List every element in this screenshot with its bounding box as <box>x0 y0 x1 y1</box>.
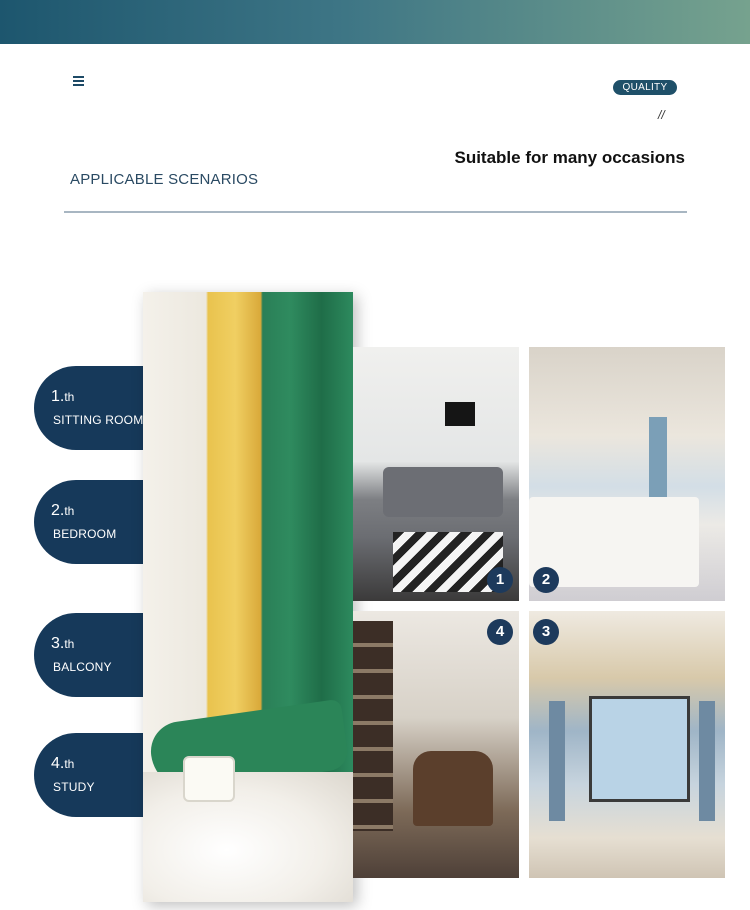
scenario-label: SITTING ROOM <box>53 413 144 427</box>
floor-lamp-shade <box>445 402 475 426</box>
window <box>589 696 690 802</box>
candle-jar <box>183 756 235 802</box>
room-photo-bedroom <box>529 347 725 601</box>
blue-curtain-right <box>699 701 715 821</box>
scenario-number: 3. <box>51 635 65 652</box>
scenario-tab-bedroom[interactable] <box>34 480 146 564</box>
photo-number-badge: 4 <box>487 619 513 645</box>
scenario-suffix: th <box>64 637 75 651</box>
top-banner <box>0 0 750 44</box>
scenario-number: 1. <box>51 388 65 405</box>
sofa <box>383 467 503 517</box>
scenario-tab-study[interactable] <box>34 733 146 817</box>
curtain-photo <box>143 292 353 902</box>
room-photo-sitting-room <box>353 347 519 601</box>
scenario-label: STUDY <box>53 780 95 794</box>
scenario-tab-balcony[interactable] <box>34 613 146 697</box>
scenario-number: 4. <box>51 755 65 772</box>
scenario-suffix: th <box>64 390 75 404</box>
room-photo-balcony <box>529 611 725 878</box>
photo-number-badge: 3 <box>533 619 559 645</box>
blue-curtain-left <box>549 701 565 821</box>
scenario-label: BEDROOM <box>53 527 117 541</box>
quality-badge: QUALITY <box>613 80 677 95</box>
section-title: APPLICABLE SCENARIOS <box>70 171 259 188</box>
scenario-label: BALCONY <box>53 660 112 674</box>
scenario-suffix: th <box>64 757 75 771</box>
room-photo-study <box>353 611 519 878</box>
menu-icon[interactable] <box>73 76 84 87</box>
divider <box>64 211 687 213</box>
armchair <box>413 751 493 826</box>
scenario-tab-sitting-room[interactable] <box>34 366 146 450</box>
scenario-suffix: th <box>64 504 75 518</box>
scenario-number: 2. <box>51 502 65 519</box>
photo-number-badge: 1 <box>487 567 513 593</box>
headline: Suitable for many occasions <box>454 148 685 167</box>
bookshelf <box>353 621 393 831</box>
fur-rug <box>143 772 353 902</box>
photo-number-badge: 2 <box>533 567 559 593</box>
decorative-slashes: // <box>658 108 665 122</box>
